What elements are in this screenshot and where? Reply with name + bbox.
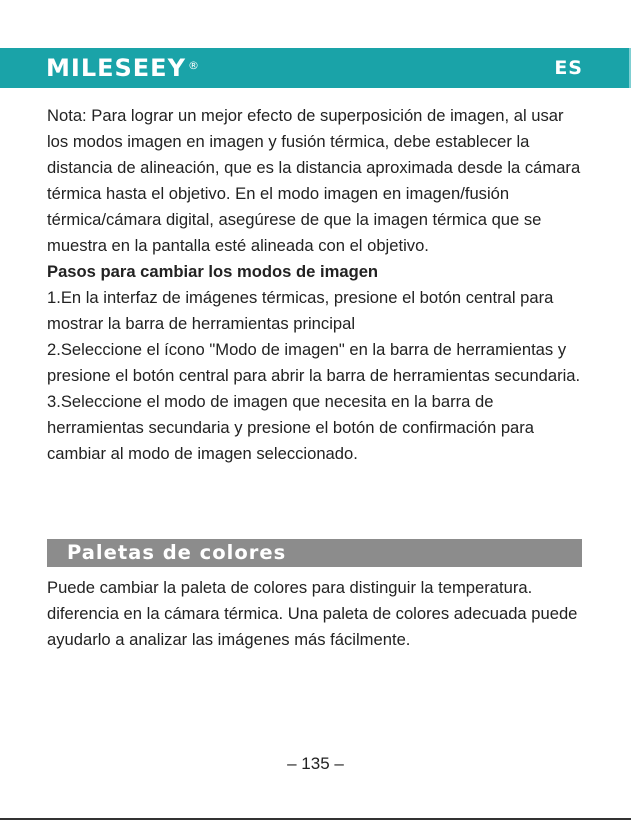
language-code: ES	[554, 57, 583, 79]
main-content	[47, 103, 587, 467]
note-paragraph: Nota: Para lograr un mejor efecto de superposición de imagen, al usar los modos imagen en imagen y fusión térmica, debe establecer la distancia de alineación, que es la distancia aproximada desde la cámara térmica hasta el objetivo. En el modo imagen en imagen/fusión térmica/cámara digital, asegúrese de que la imagen térmica que se muestra en la pantalla esté alineada con el objetivo.	[47, 106, 581, 255]
section-title: Paletas de colores	[67, 541, 287, 564]
brand-logo	[46, 54, 200, 82]
step-2: 2.Seleccione el ícono "Modo de imagen" en la barra de herramientas y presione el botón central para abrir la barra de herramientas secundaria.	[47, 340, 581, 385]
step-1: 1.En la interfaz de imágenes térmicas, presione el botón central para mostrar la barra de herramientas principal	[47, 288, 554, 333]
section-content	[47, 575, 587, 653]
registered-mark: ®	[187, 59, 200, 72]
brand-name: MILESEEY	[46, 54, 186, 82]
section-paragraph: Puede cambiar la paleta de colores para distinguir la temperatura. diferencia en la cámara térmica. Una paleta de colores adecuada puede ayudarlo a analizar las imágenes más fácilmente.	[47, 578, 578, 649]
page-number: – 135 –	[287, 754, 344, 773]
section-header	[47, 539, 582, 567]
header-bar	[0, 48, 631, 88]
steps-heading: Pasos para cambiar los modos de imagen	[47, 262, 379, 281]
step-3: 3.Seleccione el modo de imagen que necesita en la barra de herramientas secundaria y presione el botón de confirmación para cambiar al modo de imagen seleccionado.	[47, 392, 535, 463]
